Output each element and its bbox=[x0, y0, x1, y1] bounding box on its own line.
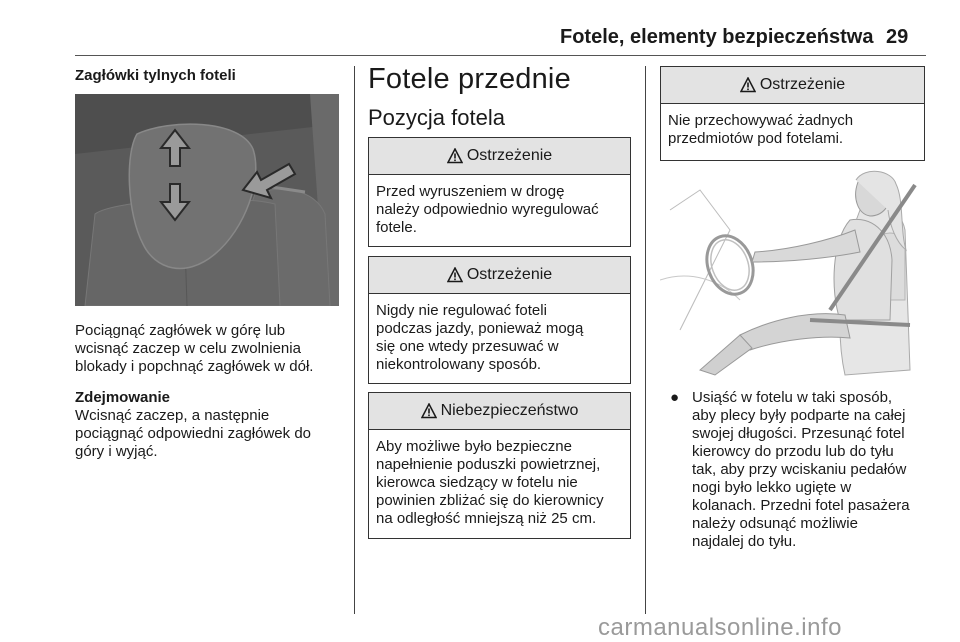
warning-label: Ostrzeżenie bbox=[466, 266, 553, 283]
warning-triangle-icon bbox=[447, 148, 463, 164]
subsection-title-seat-position: Pozycja fotela bbox=[368, 105, 505, 130]
rear-headrest-illustration bbox=[75, 94, 339, 306]
column-divider-left bbox=[354, 66, 355, 614]
warning-header bbox=[369, 138, 630, 175]
danger-header bbox=[369, 393, 630, 430]
warning-box-no-objects-under-seats bbox=[660, 66, 925, 161]
warning-text: Nigdy nie regulować foteli podczas jazdy, ponieważ mogą się one wtedy przesuwać w niekontrolowany sposób. bbox=[376, 302, 584, 373]
driver-seating-figure bbox=[660, 170, 925, 380]
bullet-item-seating-instructions bbox=[670, 389, 930, 551]
driver-seating-illustration bbox=[660, 170, 925, 380]
warning-header bbox=[369, 257, 630, 294]
list-item bbox=[670, 389, 930, 551]
warning-label: Ostrzeżenie bbox=[759, 76, 846, 93]
header-divider bbox=[75, 55, 926, 56]
section-title-front-seats: Fotele przednie bbox=[368, 63, 571, 95]
warning-triangle-icon bbox=[447, 267, 463, 283]
column-divider-right bbox=[645, 66, 646, 614]
page-number: 29 bbox=[886, 26, 909, 48]
warning-text: Nie przechowywać żadnych przedmiotów pod fotelami. bbox=[668, 112, 854, 147]
warning-triangle-icon bbox=[740, 77, 756, 93]
warning-header bbox=[661, 67, 924, 104]
watermark: carmanualsonline.info bbox=[598, 614, 842, 641]
rear-headrest-figure bbox=[75, 94, 339, 306]
section-heading-rear-headrests: Zagłówki tylnych foteli bbox=[75, 67, 236, 84]
removal-heading: Zdejmowanie bbox=[75, 389, 171, 406]
warning-box-before-driving bbox=[368, 137, 631, 247]
warning-text: Przed wyruszeniem w drogę należy odpowiednio wyregulować fotele. bbox=[376, 183, 599, 236]
danger-label: Niebezpieczeństwo bbox=[440, 402, 579, 419]
instruction-paragraph-pull-push: Pociągnąć zagłówek w górę lub wcisnąć zaczep w celu zwolnienia blokady i popchnąć zagłówek w dół. bbox=[75, 322, 314, 375]
danger-text: Aby możliwe było bezpieczne napełnienie poduszki powietrznej, kierowca siedzący w fotelu nie powinien zbliżać się do kierownicy na odległość mniejszą niż 25 cm. bbox=[376, 438, 604, 527]
warning-triangle-icon bbox=[421, 403, 437, 419]
bullet-marker: ● bbox=[670, 389, 680, 406]
warning-label: Ostrzeżenie bbox=[466, 147, 553, 164]
running-header-title: Fotele, elementy bezpieczeństwa bbox=[560, 26, 874, 48]
danger-box-airbag-distance bbox=[368, 392, 631, 539]
bullet-text: Usiąść w fotelu w taki sposób, aby plecy były podparte na całej swojej długości. Przesunąć fotel kierowcy do przodu lub do tyłu tak, aby przy wciskaniu pedałów nogi było lekko ugięte w kolanach. Przedni fotel pasażera należy odsunąć możliwie najdalej do tyłu. bbox=[692, 389, 910, 550]
warning-box-no-adjust-while-driving bbox=[368, 256, 631, 384]
removal-paragraph: Wcisnąć zaczep, a następnie pociągnąć odpowiedni zagłówek do góry i wyjąć. bbox=[75, 407, 312, 460]
